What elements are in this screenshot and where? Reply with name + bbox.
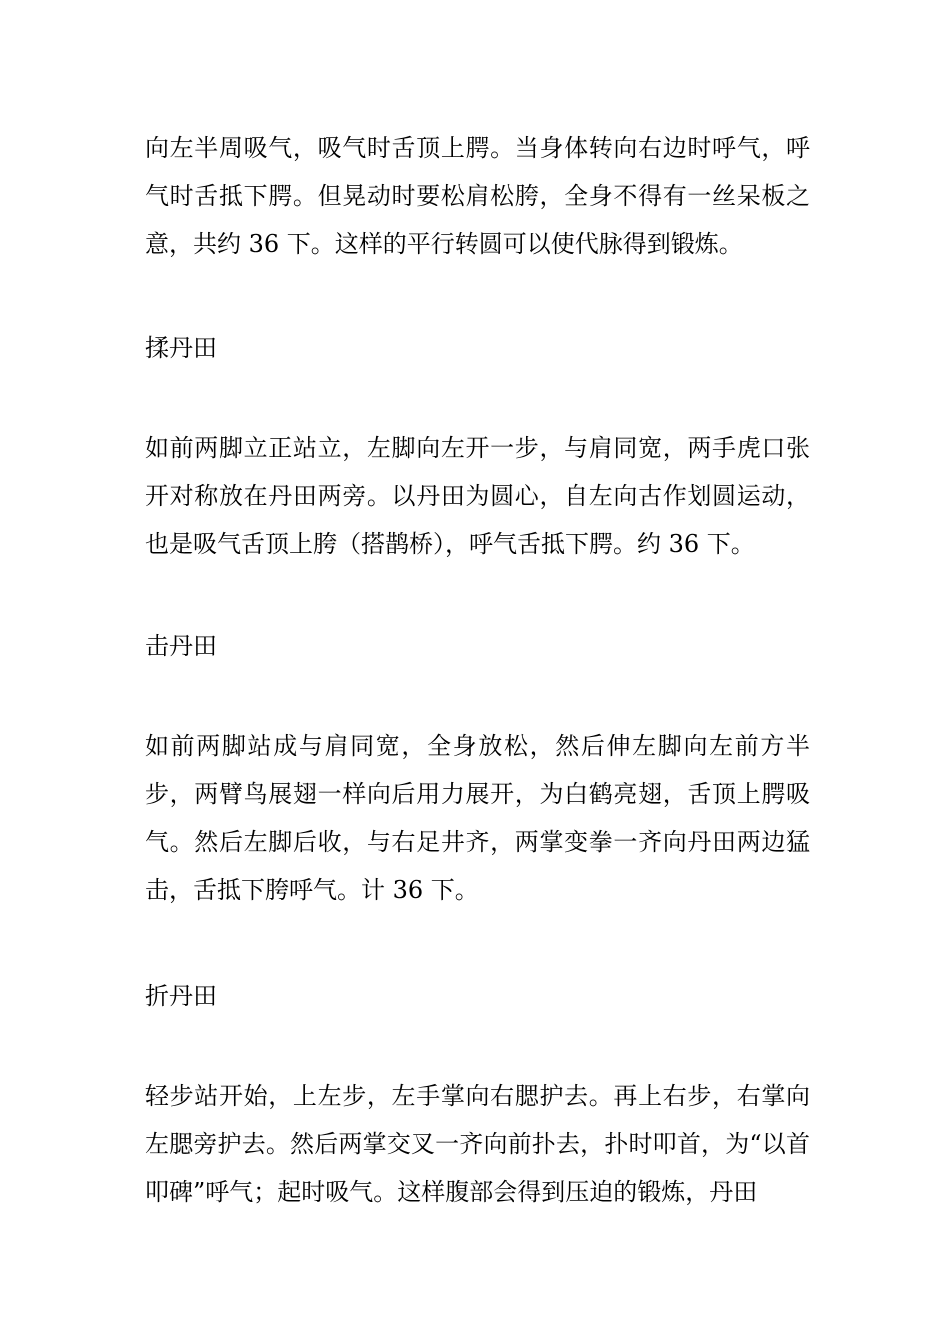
- paragraph-rotation-breathing: 向左半周吸气，吸气时舌顶上腭。当身体转向右边时呼气，呼气时舌抵下腭。但晃动时要松肩松胯，全身不得有一丝呆板之意，共约 36 下。这样的平行转圆可以使代脉得到锻炼。: [145, 134, 810, 258]
- section-heading-ji-dantian: 击丹田: [145, 632, 217, 660]
- paragraph-rou-dantian: 如前两脚立正站立，左脚向左开一步，与肩同宽，两手虎口张开对称放在丹田两旁。以丹田为圆心，自左向古作划圆运动，也是吸气舌顶上胯（搭鹊桥），呼气舌抵下腭。约 36 下。: [145, 434, 810, 558]
- section-heading-zhe-dantian: 折丹田: [145, 982, 217, 1010]
- paragraph-zhe-dantian: 轻步站开始，上左步，左手掌向右腮护去。再上右步，右掌向左腮旁护去。然后两掌交叉一齐向前扑去，扑时叩首，为“以首叩碑”呼气；起时吸气。这样腹部会得到压迫的锻炼，丹田: [145, 1082, 810, 1206]
- section-heading-rou-dantian: 揉丹田: [145, 334, 217, 362]
- paragraph-ji-dantian: 如前两脚站成与肩同宽，全身放松，然后伸左脚向左前方半步，两臂鸟展翅一样向后用力展开，为白鹤亮翅，舌顶上腭吸气。然后左脚后收，与右足井齐，两掌变拳一齐向丹田两边猛击，舌抵下胯呼气。计 36 下。: [145, 732, 810, 904]
